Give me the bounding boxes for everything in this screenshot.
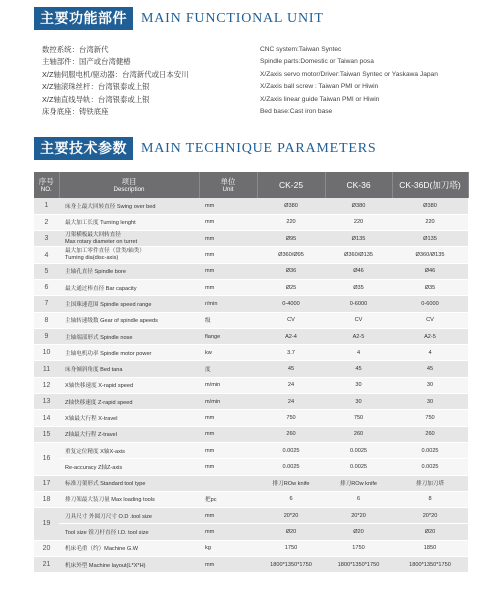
- table-row: [34, 557, 468, 573]
- table-header-row: [34, 172, 468, 198]
- row-number: 8: [34, 312, 59, 328]
- row-unit: flange: [199, 328, 257, 344]
- row-unit: mm: [199, 442, 257, 458]
- row-description-line: 机床外型 Machine layout(L*X*H): [65, 562, 146, 569]
- row-number: 7: [34, 296, 59, 312]
- list-item-en: X/Zaxis ball screw : Taiwan PMI or Hiwin: [260, 83, 379, 91]
- row-value-ck36d: 0-6000: [392, 296, 468, 312]
- row-description-line: 最大通过棒直径 Bar capacity: [65, 285, 137, 292]
- row-value-ck36d: CV: [392, 312, 468, 328]
- table-row: [34, 198, 468, 214]
- row-value-ck36: 0.0025: [325, 442, 392, 458]
- row-description-line: 主轴孔直径 Spindle bore: [65, 269, 126, 276]
- list-item-cn: 床身底座：铸铁底座: [42, 106, 109, 116]
- list-item-cn: 主轴部件：国产或台湾健椿: [42, 57, 131, 67]
- functional-unit-title-cn: 主要功能部件: [34, 7, 133, 30]
- row-number: 21: [34, 557, 59, 573]
- row-value-ck36d: Ø360/Ø135: [392, 247, 468, 263]
- list-item: [42, 56, 462, 68]
- row-value-ck36d: 45: [392, 361, 468, 377]
- table-row: [34, 540, 468, 556]
- row-description: [59, 279, 199, 295]
- row-description: [59, 247, 199, 263]
- row-number: 6: [34, 279, 59, 295]
- row-value-ck36d: 750: [392, 410, 468, 426]
- row-value-ck36: 0.0025: [325, 459, 392, 475]
- row-number: 16: [34, 442, 59, 475]
- row-unit: kw: [199, 345, 257, 361]
- row-value-ck36: 4: [325, 345, 392, 361]
- row-description-line: Z轴快移速度 Z-rapid speed: [65, 399, 133, 406]
- row-unit: mm: [199, 410, 257, 426]
- row-value-ck36d: Ø135: [392, 231, 468, 247]
- row-description-line: 床身上最大回转直径 Swing over bed: [65, 203, 156, 210]
- row-value-ck36: Ø35: [325, 279, 392, 295]
- row-value-ck25: Ø380: [257, 198, 325, 214]
- list-item: [42, 94, 462, 106]
- row-description: [59, 426, 199, 442]
- list-item-en: CNC system:Taiwan Syntec: [260, 46, 342, 53]
- row-number: 15: [34, 426, 59, 442]
- list-item-en: X/Zaxis servo motor/Driver:Taiwan Syntec or Yaskawa Japan: [260, 70, 438, 78]
- row-description-line: 标准刀架形式 Standard tool type: [65, 481, 146, 488]
- header-unit: 单位 Unit: [199, 172, 257, 198]
- row-unit: mm: [199, 198, 257, 214]
- row-value-ck36: 45: [325, 361, 392, 377]
- row-description-line: Z轴最大行程 Z-travel: [65, 432, 117, 439]
- row-number: 3: [34, 231, 59, 247]
- header-model-ck36d: CK-36D(加刀塔): [392, 172, 468, 198]
- row-value-ck36: CV: [325, 312, 392, 328]
- header-description: 项目 Description: [59, 172, 199, 198]
- row-description-line: Turning dia(disc-axis): [65, 255, 119, 262]
- row-value-ck25: 750: [257, 410, 325, 426]
- row-unit: 度: [199, 361, 257, 377]
- list-item-en: Bed base:Cast iron base: [260, 107, 333, 115]
- row-description: [59, 508, 199, 524]
- row-value-ck36: Ø46: [325, 263, 392, 279]
- row-number: 19: [34, 508, 59, 541]
- list-item-cn: X/Z轴直线导轨：台湾银泰或上银: [42, 94, 150, 104]
- table-row: [34, 426, 468, 442]
- functional-unit-list: [42, 44, 462, 118]
- table-row: [34, 214, 468, 230]
- row-description: [59, 345, 199, 361]
- row-value-ck36: Ø135: [325, 231, 392, 247]
- table-row: [34, 231, 468, 247]
- table-row: [34, 524, 468, 540]
- row-unit: m/min: [199, 377, 257, 393]
- table-row: [34, 442, 468, 458]
- row-unit: mm: [199, 557, 257, 573]
- row-unit: 级: [199, 312, 257, 328]
- row-unit: mm: [199, 231, 257, 247]
- row-value-ck36: 220: [325, 214, 392, 230]
- functional-unit-title-en: MAIN FUNCTIONAL UNIT: [141, 10, 324, 26]
- row-number: 10: [34, 345, 59, 361]
- row-unit: mm: [199, 247, 257, 263]
- row-description-line: X轴最大行程 X-travel: [65, 416, 118, 422]
- table-row: [34, 361, 468, 377]
- table-row: [34, 247, 468, 263]
- row-value-ck36d: 30: [392, 377, 468, 393]
- parameters-table: [34, 172, 469, 573]
- row-value-ck25: Ø360/Ø95: [257, 247, 325, 263]
- header-no: 序号 NO.: [34, 172, 59, 198]
- row-value-ck25: 1800*1350*1750: [257, 557, 325, 573]
- row-value-ck36: 0-6000: [325, 296, 392, 312]
- row-value-ck36: Ø380: [325, 198, 392, 214]
- row-unit: mm: [199, 214, 257, 230]
- row-unit: mm: [199, 279, 257, 295]
- parameters-table-body: [34, 198, 468, 573]
- row-description-line: 机床毛重（约）Machine G.W: [65, 546, 139, 553]
- row-description-line: 主轴电机功率 Spindle motor power: [65, 350, 152, 357]
- row-value-ck25: 220: [257, 214, 325, 230]
- row-value-ck36d: 0.0025: [392, 459, 468, 475]
- row-description-line: 排刀架最大装刀量 Max loading tools: [65, 497, 155, 504]
- row-number: 14: [34, 410, 59, 426]
- list-item: [42, 81, 462, 93]
- row-description: [59, 198, 199, 214]
- row-number: 20: [34, 540, 59, 556]
- row-description: [59, 312, 199, 328]
- row-unit: mm: [199, 263, 257, 279]
- row-value-ck36: 30: [325, 394, 392, 410]
- row-value-ck36d: Ø46: [392, 263, 468, 279]
- list-item-cn: X/Z轴伺服电机/驱动器：台湾新代或日本安川: [42, 69, 189, 79]
- row-value-ck36d: 20*20: [392, 508, 468, 524]
- row-unit: mm: [199, 459, 257, 475]
- row-value-ck25: 0-4000: [257, 296, 325, 312]
- row-value-ck25: 45: [257, 361, 325, 377]
- table-row: [34, 410, 468, 426]
- row-value-ck36d: 220: [392, 214, 468, 230]
- row-value-ck36d: Ø35: [392, 279, 468, 295]
- row-value-ck36: 6: [325, 491, 392, 507]
- row-unit: mm: [199, 426, 257, 442]
- row-value-ck36d: Ø380: [392, 198, 468, 214]
- list-item-cn: 数控系统：台湾新代: [42, 45, 109, 54]
- row-value-ck36: A2-5: [325, 328, 392, 344]
- row-value-ck25: 3.7: [257, 345, 325, 361]
- list-item-cn: X/Z轴滚珠丝杆：台湾银泰或上银: [42, 82, 150, 92]
- row-number: 12: [34, 377, 59, 393]
- technique-parameters-title-en: MAIN TECHNIQUE PARAMETERS: [141, 140, 377, 156]
- list-item: [42, 69, 462, 81]
- row-value-ck25: 6: [257, 491, 325, 507]
- row-description-line: 刀架横板最大回转直径: [65, 231, 121, 238]
- row-value-ck36d: 排刀加刀塔: [392, 475, 468, 491]
- row-value-ck36: Ø360/Ø135: [325, 247, 392, 263]
- row-description: [59, 410, 199, 426]
- row-number: 9: [34, 328, 59, 344]
- list-item-en: Spindle parts:Domestic or Taiwan posa: [260, 58, 374, 66]
- row-value-ck25: Ø95: [257, 231, 325, 247]
- row-number: 17: [34, 475, 59, 491]
- table-row: [34, 345, 468, 361]
- row-value-ck25: 20*20: [257, 508, 325, 524]
- table-row: [34, 491, 468, 507]
- row-description: [59, 540, 199, 556]
- row-description: [59, 377, 199, 393]
- row-description-line: 主国珠速范围 Spindle speed range: [65, 301, 152, 308]
- list-item: [42, 44, 462, 56]
- row-description-line: 床身倾斜角度 Bed tana: [65, 367, 123, 374]
- row-number: 1: [34, 198, 59, 214]
- table-row: [34, 312, 468, 328]
- row-description-line: Re-accuracy Z轴Z-axis: [65, 464, 123, 471]
- row-value-ck36: 排刀ROw knife: [325, 475, 392, 491]
- row-number: 2: [34, 214, 59, 230]
- row-value-ck25: 260: [257, 426, 325, 442]
- row-value-ck36: 1800*1350*1750: [325, 557, 392, 573]
- row-value-ck36: 260: [325, 426, 392, 442]
- row-value-ck25: CV: [257, 312, 325, 328]
- row-value-ck25: 0.0025: [257, 459, 325, 475]
- row-description-line: 最大加工零件直径（盘类/轴类）: [65, 248, 145, 255]
- row-value-ck36d: 260: [392, 426, 468, 442]
- row-description-line: 刀具尺寸 外圆刀尺寸 O.D .tool size: [65, 513, 153, 520]
- table-row: [34, 263, 468, 279]
- table-row: [34, 328, 468, 344]
- row-description: [59, 557, 199, 573]
- row-description-line: 重复定位精度 X轴X-axis: [65, 448, 125, 455]
- row-value-ck25: 0.0025: [257, 442, 325, 458]
- row-description-line: 主轴转速级数 Gear of spindle apeeds: [65, 318, 158, 325]
- row-value-ck36: Ø20: [325, 524, 392, 540]
- row-unit: 把pc: [199, 491, 257, 507]
- row-value-ck36d: 0.0025: [392, 442, 468, 458]
- row-description-line: Max rotary diameter on turret: [65, 238, 138, 245]
- row-description: [59, 442, 199, 458]
- header-model-ck36: CK-36: [325, 172, 392, 198]
- row-description: [59, 296, 199, 312]
- row-description-line: 最大加工长度 Turning lenght: [65, 220, 136, 227]
- table-row: [34, 475, 468, 491]
- row-value-ck36: 20*20: [325, 508, 392, 524]
- row-value-ck36d: 1850: [392, 540, 468, 556]
- row-description-line: 主轴端部形式 Spindle nose: [65, 334, 133, 341]
- row-description: [59, 459, 199, 475]
- row-value-ck36d: A2-5: [392, 328, 468, 344]
- row-number: 13: [34, 394, 59, 410]
- row-description-line: Tool size 镗刀杆直径 I.D. tool size: [65, 530, 149, 537]
- table-row: [34, 296, 468, 312]
- header-model-ck25: CK-25: [257, 172, 325, 198]
- row-unit: m/min: [199, 394, 257, 410]
- list-item: [42, 106, 462, 118]
- row-number: 4: [34, 247, 59, 263]
- table-row: [34, 459, 468, 475]
- row-description: [59, 524, 199, 540]
- functional-unit-heading: [34, 7, 324, 30]
- row-value-ck25: A2-4: [257, 328, 325, 344]
- row-value-ck25: Ø25: [257, 279, 325, 295]
- row-value-ck25: 排刀ROw knife: [257, 475, 325, 491]
- table-row: [34, 394, 468, 410]
- row-description: [59, 394, 199, 410]
- row-description: [59, 263, 199, 279]
- row-value-ck36: 750: [325, 410, 392, 426]
- row-unit: [199, 475, 257, 491]
- row-description: [59, 491, 199, 507]
- row-description: [59, 214, 199, 230]
- row-value-ck36d: 4: [392, 345, 468, 361]
- row-number: 18: [34, 491, 59, 507]
- technique-parameters-title-cn: 主要技术参数: [34, 137, 133, 160]
- row-unit: r/min: [199, 296, 257, 312]
- table-row: [34, 377, 468, 393]
- row-value-ck36: 1750: [325, 540, 392, 556]
- row-value-ck36: 30: [325, 377, 392, 393]
- row-unit: mm: [199, 524, 257, 540]
- row-description-line: X轴快移速度 X-rapid speed: [65, 383, 134, 390]
- row-description: [59, 231, 199, 247]
- row-value-ck36d: Ø20: [392, 524, 468, 540]
- row-value-ck25: 24: [257, 377, 325, 393]
- row-value-ck25: 24: [257, 394, 325, 410]
- row-unit: mm: [199, 508, 257, 524]
- technique-parameters-heading: [34, 137, 376, 160]
- list-item-en: X/Zaxis linear guide Taiwan PMI or Hiwin: [260, 95, 380, 103]
- row-number: 5: [34, 263, 59, 279]
- row-description: [59, 328, 199, 344]
- row-value-ck25: 1750: [257, 540, 325, 556]
- row-description: [59, 361, 199, 377]
- row-value-ck25: Ø20: [257, 524, 325, 540]
- row-number: 11: [34, 361, 59, 377]
- table-row: [34, 279, 468, 295]
- row-value-ck36d: 8: [392, 491, 468, 507]
- table-row: [34, 508, 468, 524]
- row-value-ck36d: 1800*1350*1750: [392, 557, 468, 573]
- row-description: [59, 475, 199, 491]
- row-value-ck36d: 30: [392, 394, 468, 410]
- row-value-ck25: Ø36: [257, 263, 325, 279]
- row-unit: kg: [199, 540, 257, 556]
